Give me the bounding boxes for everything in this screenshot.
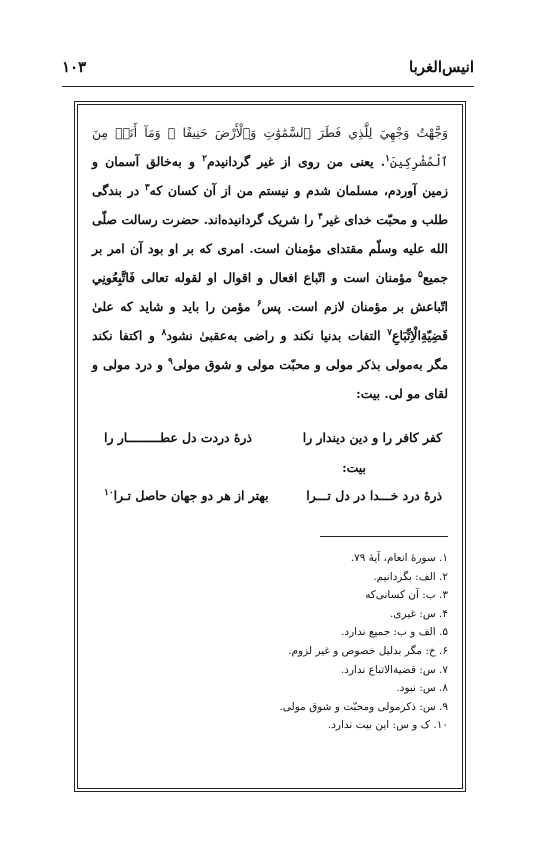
footnote-ref: ۸ xyxy=(161,327,167,338)
footnote: ۳. ب: آن کسانی‌که xyxy=(365,589,448,602)
hemistich: ذرۀ درد خـــدا در دل تـــرا xyxy=(306,488,442,503)
poem-verse-2 xyxy=(92,488,448,512)
body-text: اتّباعش بر مؤمنان لازم است. پس xyxy=(261,299,448,314)
body-text: التفات بدنیا نکند و راضی به‌عقبیٰ نشود xyxy=(166,328,381,343)
book-title: انیس‌الغربا xyxy=(409,58,474,76)
running-head xyxy=(62,58,474,82)
main-text: وَجَّهْتُ وَجْهِيَ لِلَّذِي فَطَرَ ٱلسَّمَٰوَٰتِ وَٱلْأَرْضَ حَنِيفًا ۖ وَمَآ أَنَا۠ مِنَ ٱلْمُشْرِكِينَ$^۱$. یعنی من روی از غیر گردانیدم$^۲$ و به‌خالق آسمان و زمین آوردم، مسلمان شدم و نیستم من از آن کسان که$^۳$ در بندگی طلب و محبّت خدای غیر$^۴$ را شریک گردانیده‌اند. حضرت رسالت صلّی الله علیه وسلّم مقتدای مؤمنان است. امری که بر او بود آن امر بر جمیع$^۵$ مؤمنان است و اتّباع افعال و اقوال او لقوله تعالی فَاتَّبِعُونِي اتّباعش بر مؤمنان لازم است. پس$^۶$ مؤمن را باید و شاید که علیٰ قَضِيّةِالْاِتِّبَاعِ$^۷$ التفات بدنیا نکند و راضی به‌عقبیٰ نشود$^۸$ و اکتفا نکند مگر به‌مولی بذکر مولی و محبّت مولی و شوق مولی$^۹$ و درد مولی و لقای مو لی. بیت: xyxy=(92,125,449,401)
footnote-ref: ۵ xyxy=(417,269,423,280)
footnote: ۱۰. ک و س: این بیت ندارد. xyxy=(327,719,448,732)
body-text: در بندگی xyxy=(92,183,140,198)
body-text: و اکتفا xyxy=(119,328,155,343)
footnote: ۲. الف: بگردانیم. xyxy=(373,570,448,583)
footnote-ref: ۷ xyxy=(387,327,393,338)
hemistich xyxy=(104,488,269,503)
body-text: طلب و محبّت خدای غیر xyxy=(322,212,448,227)
footnote-ref: ۲ xyxy=(202,153,207,164)
body-text: نکند مگر به‌مولی بذکر مولی و محبّت مولی و شوق مولی xyxy=(92,328,448,372)
body-text: بر جمیع xyxy=(92,241,448,285)
body-text: قَضِيّةِالْاِتِّبَاعِ xyxy=(392,328,448,343)
footnotes xyxy=(130,549,448,735)
poem-verse-1 xyxy=(92,430,448,454)
hemistich-text: بهتر از هر دو جهان حاصل تـرا xyxy=(113,488,269,503)
footnote: ۱. سورۀ انعام، آیۀ ۷۹. xyxy=(350,552,448,564)
footnote-ref: ۶ xyxy=(256,298,262,309)
hemistich: کفر کافر را و دین دیندار را xyxy=(302,430,442,445)
footnote: ۵. الف و ب: جمیع ندارد. xyxy=(341,626,448,639)
footnote: ۹. س: ذکرمولی ومحبّت و شوق مولی. xyxy=(279,700,448,713)
header-rule xyxy=(62,86,474,87)
body-text: مؤمن را باید و شاید که علیٰ xyxy=(92,299,251,314)
page-number: ۱۰۳ xyxy=(62,58,87,76)
footnote: ۴. س: غیری. xyxy=(389,607,448,620)
body-text: و درد مولی xyxy=(102,357,164,372)
footnote-ref: ۱ xyxy=(385,153,390,164)
footnote: ۶. خ: مگر بدلیل خصوص و غیر لزوم. xyxy=(288,644,448,657)
body-text: یعنی من روی از غیر گردانیدم xyxy=(206,154,374,169)
footnote: ۸. س: نبود. xyxy=(396,682,448,695)
body-text: مؤمنان است و اتّباع افعال و اقوال او لقوله تعالی فَاتَّبِعُونِي xyxy=(92,270,412,285)
body-text: صلّی الله علیه وسلّم مقتدای مؤمنان است. امری که بر او بود آن امر xyxy=(92,212,448,256)
quran-verse-end: ٱلْمُشْرِكِينَ xyxy=(389,154,448,169)
hemistich: ذرۀ دردت دل عطـــــــــار را xyxy=(104,430,252,445)
footnote-ref: ۴ xyxy=(317,211,323,222)
footnote-ref: ۳ xyxy=(144,182,150,193)
body-text: و به‌خالق آسمان و xyxy=(92,154,195,169)
body-text: و لقای مو لی. بیت: xyxy=(92,357,448,401)
bayt-label-text: بیت: xyxy=(342,460,366,475)
footnote-rule xyxy=(320,536,448,537)
footnote-ref: ۱۰ xyxy=(104,487,114,498)
body-text: را شریک گردانیده‌اند. حضرت رسالت xyxy=(121,212,314,227)
body-text: زمین آوردم، مسلمان شدم و نیستم من از آن کسان که xyxy=(149,183,449,198)
footnote: ۷. س: قضیةالاتباع ندارد. xyxy=(340,663,448,676)
quran-verse: وَجَّهْتُ وَجْهِيَ لِلَّذِي فَطَرَ ٱلسَّمَٰوَٰتِ وَٱلْأَرْضَ حَنِيفًا ۖ وَمَآ أَنَا۠ مِنَ xyxy=(92,125,448,140)
footnote-ref: ۹ xyxy=(167,356,173,367)
